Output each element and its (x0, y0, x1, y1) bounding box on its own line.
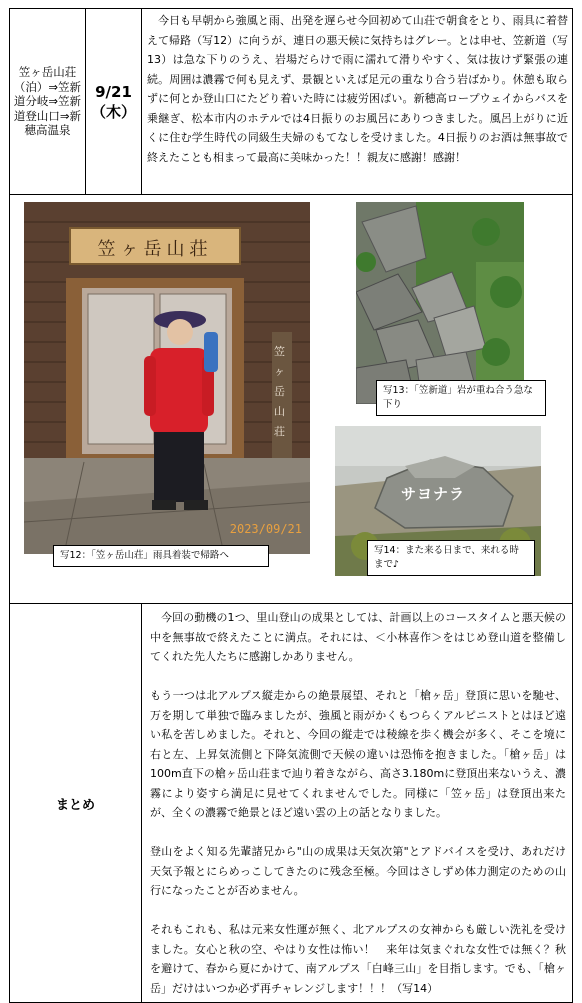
summary-cell (142, 604, 573, 1003)
photo-row (10, 195, 573, 604)
summary-paragraph-1: 今回の動機の1つ、里山登山の成果としては、計画以上のコースタイムと悪天候の中を無事故で終えたことに満点。それには、＜小林喜作＞をはじめ登山道を整備してくれた先人たちに感謝しかありません。 (150, 611, 566, 663)
photo-13-rocky-descent (356, 202, 524, 404)
day-description: 今日も早朝から強風と雨、出発を遅らせ今回初めて山荘で朝食をとり、雨具に着替えて帰路（写12）に向うが、連日の悪天候に気持ちはグレー。とは申せ、笠新道（写13）は急な下りのうえ、岩場だらけで雨に濡れて滑りやすく、気は抜けず緊張の連続。周囲は濃霧で何も見えず、景観といえば足元の重なり合う岩ばかり。休憩も取らずに何とか登山口にたどり着いた時には疲労困ぱい。新穂高ロープウェイからバスを乗継ぎ、松本市内のホテルでは4日振りのお風呂にありつきました。風呂上がりに近くに住む学生時代の同級生夫婦のもてなしを受けました。4日振りのお酒は無事故で終えたことも相まって最高に美味かった！！親友に感謝！感謝！ (147, 14, 568, 164)
travel-log-page (9, 8, 572, 995)
route-cell (10, 9, 86, 195)
photo-12-caption: 写12：「笠ヶ岳山荘」雨具着装で帰路へ (53, 545, 269, 567)
day-row (10, 9, 573, 195)
weekday-text: （木） (90, 102, 136, 121)
photo-12-date-stamp: 2023/09/21 (229, 522, 302, 536)
summary-paragraph-3: 登山をよく知る先輩諸兄から"山の成果は天気次第"とアドバイスを受け、あれだけ天気予報とにらめっこしてきたのに残念至極。今回はさしずめ体力測定のための山行になったことが否めません。 (150, 845, 566, 897)
photo-cell (10, 195, 573, 604)
photo-12-post-sign: 笠ヶ岳山荘 (274, 345, 285, 438)
date-cell (86, 9, 142, 195)
photo-12-hut-entrance (24, 202, 310, 554)
photo-14-caption: 写14：また来る日まで、来れる時まで♪ (367, 540, 535, 576)
travel-log-table (9, 8, 573, 1003)
summary-paragraph-4: それもこれも、私は元来女性運が無く、北アルプスの女神からも厳しい洗礼を受けました。女心と秋の空、やはり女性は怖い！ 来年は気まぐれな女性では無く？秋を避けて、春から夏にかけて、南アルプス「白峰三山」を目指します。でも、「槍ヶ岳」だけはいつか必ず再チャレンジします！！！（写14） (150, 923, 566, 995)
summary-label-cell (10, 604, 142, 1003)
photo-13-image (356, 202, 524, 404)
summary-row (10, 604, 573, 1003)
photo-14-rock-text: サヨナラ (401, 485, 466, 503)
photo-13-caption: 写13：「笠新道」岩が重ね合う急な下り (376, 380, 546, 416)
date-text: 9/21 (95, 82, 132, 101)
route-text: 笠ヶ岳山荘（泊）⇒笠新道分岐⇒笠新道登山口⇒新穂高温泉 (13, 65, 82, 138)
summary-paragraph-2: もう一つは北アルプス縦走からの絶景展望、それと「槍ヶ岳」登頂に思いを馳せ、万を期して単独で臨みましたが、強風と雨がかくもつらくアルピニストとはほど遠い私を苦しめました。それと、今回の縦走では稜線を歩く機会が多く、そこを境に右と左、上昇気流側と下降気流側で天候の違いは恐怖を抱きました。「槍ヶ岳」は100m直下の槍ヶ岳山荘まで辿り着きながら、高さ3.180mに登頂出来ないうえ、濃霧により姿すら満足に見せてくれませんでした。同様に「笠ヶ岳」は登頂出来たが、全くの濃霧で絶景とほど遠い雲の上の話となりました。 (150, 689, 566, 819)
photo-12-sign: 笠ヶ岳山荘 (97, 239, 213, 260)
day-description-cell (142, 9, 573, 195)
photo-area (10, 195, 572, 603)
summary-label: まとめ (55, 797, 95, 813)
